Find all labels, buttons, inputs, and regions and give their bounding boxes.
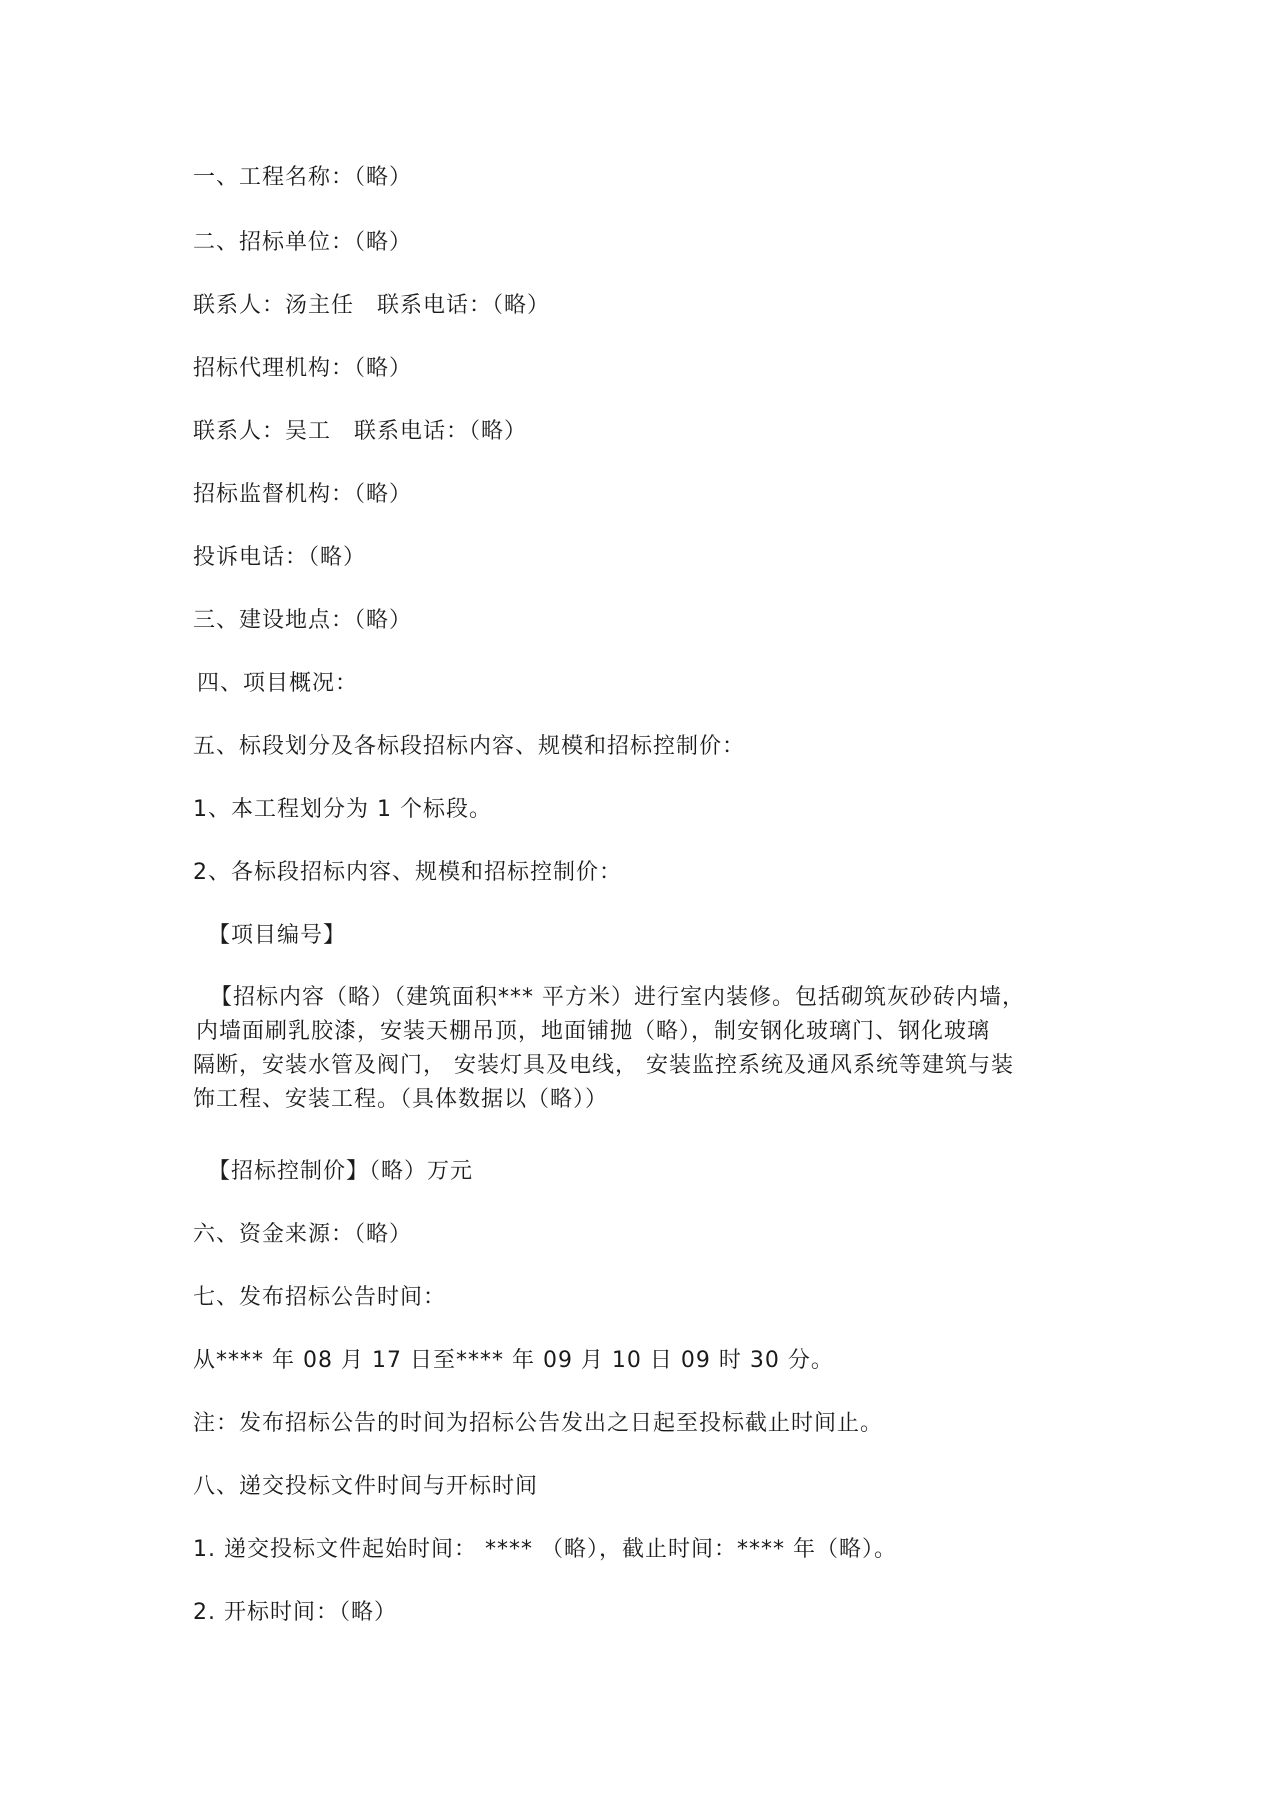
submission-time-line: 1. 递交投标文件起始时间： **** （略），截止时间：**** 年（略）。 xyxy=(193,1537,897,1562)
submission-heading: 八、递交投标文件时间与开标时间 xyxy=(193,1474,539,1499)
complaint-phone-line: 投诉电话：（略） xyxy=(193,545,367,570)
project-name-line: 一、工程名称：（略） xyxy=(193,165,413,190)
contact-line-2: 联系人：吴工 联系电话：（略） xyxy=(193,419,528,444)
funding-source-line: 六、资金来源：（略） xyxy=(193,1222,413,1247)
paragraph-line-3: 隔断，安装水管及阀门， 安装灯具及电线， 安装监控系统及通风系统等建筑与装 xyxy=(193,1053,1014,1078)
agency-line: 招标代理机构：（略） xyxy=(193,356,413,381)
opening-time-line: 2. 开标时间：（略） xyxy=(193,1600,397,1625)
tender-content-paragraph xyxy=(193,981,1093,1117)
control-price-line: 【招标控制价】（略）万元 xyxy=(208,1159,474,1184)
section-count-line: 1、本工程划分为 1 个标段。 xyxy=(193,797,492,822)
publish-period-line: 从**** 年 08 月 17 日至**** 年 09 月 10 日 09 时 30 分。 xyxy=(193,1348,834,1373)
overview-heading: 四、项目概况： xyxy=(197,671,359,696)
location-line: 三、建设地点：（略） xyxy=(193,608,413,633)
section-content-heading: 2、各标段招标内容、规模和招标控制价： xyxy=(193,860,622,885)
note-line: 注：发布招标公告的时间为招标公告发出之日起至投标截止时间止。 xyxy=(193,1411,884,1436)
paragraph-line-4: 饰工程、安装工程。（具体数据以（略）） xyxy=(193,1087,609,1112)
supervision-line: 招标监督机构：（略） xyxy=(193,482,413,507)
publish-time-heading: 七、发布招标公告时间： xyxy=(193,1285,447,1310)
paragraph-line-1: 【招标内容（略）（建筑面积*** 平方米）进行室内装修。包括砌筑灰砂砖内墙， xyxy=(210,985,1025,1010)
contact-line-1: 联系人：汤主任 联系电话：（略） xyxy=(193,293,551,318)
paragraph-line-2: 内墙面刷乳胶漆，安装天棚吊顶，地面铺抛（略），制安钢化玻璃门、钢化玻璃 xyxy=(196,1019,991,1044)
project-number-label: 【项目编号】 xyxy=(208,923,347,948)
sections-heading: 五、标段划分及各标段招标内容、规模和招标控制价： xyxy=(193,734,746,759)
tender-unit-line: 二、招标单位：（略） xyxy=(193,230,413,255)
